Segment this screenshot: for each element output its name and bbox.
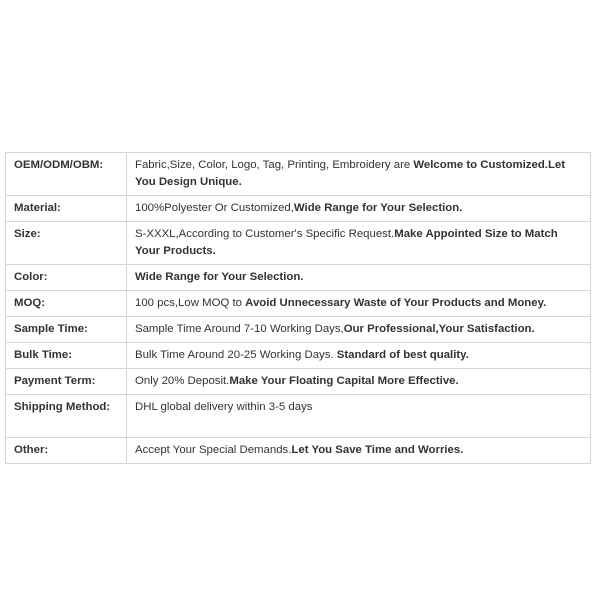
row-label: Shipping Method: <box>6 395 127 438</box>
row-label: Payment Term: <box>6 369 127 395</box>
value-plain-text: Sample Time Around 7-10 Working Days, <box>135 323 344 335</box>
row-value <box>127 196 591 222</box>
table-row <box>6 369 591 395</box>
value-bold-text: Make Your Floating Capital More Effective. <box>229 375 459 387</box>
table-row <box>6 343 591 369</box>
row-label: Color: <box>6 265 127 291</box>
table-row <box>6 395 591 438</box>
row-label: Bulk Time: <box>6 343 127 369</box>
table-row <box>6 196 591 222</box>
table-row <box>6 222 591 265</box>
row-label: Size: <box>6 222 127 265</box>
row-value <box>127 438 591 464</box>
value-bold-text: Avoid Unnecessary Waste of Your Products and Money. <box>245 297 547 309</box>
value-bold-text: Wide Range for Your Selection. <box>293 202 463 214</box>
value-plain-text: Only 20% Deposit. <box>135 375 230 387</box>
table-row <box>6 265 591 291</box>
row-value <box>127 265 591 291</box>
value-plain-text: 100 pcs,Low MOQ to <box>135 297 246 309</box>
row-value <box>127 317 591 343</box>
value-bold-text: Wide Range for Your Selection. <box>135 271 304 283</box>
row-value <box>127 369 591 395</box>
value-plain-text: DHL global delivery within 3-5 days <box>135 401 313 413</box>
row-label: Sample Time: <box>6 317 127 343</box>
row-value <box>127 395 591 438</box>
row-value <box>127 153 591 196</box>
value-plain-text: Bulk Time Around 20-25 Working Days. <box>135 349 337 361</box>
row-value <box>127 291 591 317</box>
row-label: Other: <box>6 438 127 464</box>
value-plain-text: Fabric,Size, Color, Logo, Tag, Printing, Embroidery are <box>135 159 414 171</box>
row-label: Material: <box>6 196 127 222</box>
value-bold-text: Welcome to Customized.Let You Design Unique. <box>135 159 566 188</box>
table-row <box>6 317 591 343</box>
value-bold-text: Make Appointed Size to Match Your Products. <box>135 228 558 257</box>
table-row <box>6 438 591 464</box>
value-plain-text: S-XXXL,According to Customer's Specific Request. <box>135 228 395 240</box>
row-label: MOQ: <box>6 291 127 317</box>
table-row <box>6 291 591 317</box>
value-plain-text: 100%Polyester Or Customized, <box>135 202 294 214</box>
value-plain-text: Accept Your Special Demands. <box>135 444 292 456</box>
row-value <box>127 343 591 369</box>
row-value <box>127 222 591 265</box>
value-bold-text: Standard of best quality. <box>336 349 469 361</box>
value-bold-text: Our Professional,Your Satisfaction. <box>343 323 535 335</box>
product-spec-table <box>5 152 591 464</box>
table-row <box>6 153 591 196</box>
row-label: OEM/ODM/OBM: <box>6 153 127 196</box>
value-bold-text: Let You Save Time and Worries. <box>291 444 464 456</box>
